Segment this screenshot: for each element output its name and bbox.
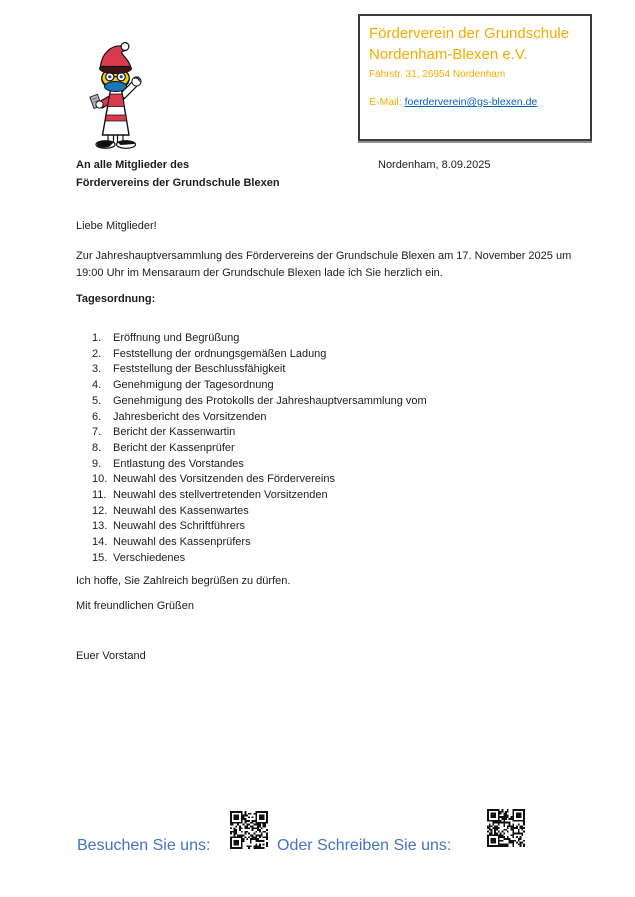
recipient-line1: An alle Mitglieder des — [76, 159, 190, 171]
agenda-item — [92, 362, 427, 378]
agenda-item — [92, 457, 427, 473]
agenda-item — [92, 472, 427, 488]
agenda-item-text: Neuwahl des Vorsitzenden des Fördervereins — [113, 473, 335, 486]
agenda-item-number: 5. — [92, 394, 102, 407]
intro-paragraph — [76, 248, 571, 282]
qr-code-visit-icon — [230, 810, 268, 850]
agenda-item — [92, 425, 427, 441]
agenda-item-text: Neuwahl des Kassenwartes — [113, 504, 249, 517]
agenda-item-number: 12. — [92, 504, 108, 517]
sender-header-box — [358, 14, 592, 141]
org-email-line — [369, 96, 581, 109]
agenda-item-text: Feststellung der ordnungsgemäßen Ladung — [113, 347, 327, 360]
footer-write-label: Oder Schreiben Sie uns: — [277, 837, 452, 854]
agenda-heading: Tagesordnung: — [76, 293, 156, 305]
agenda-item-text: Neuwahl des stellvertretenden Vorsitzenden — [113, 489, 328, 502]
agenda-item — [92, 378, 427, 394]
salutation: Liebe Mitglieder! — [76, 220, 157, 232]
agenda-list — [92, 331, 427, 567]
signature: Euer Vorstand — [76, 650, 146, 662]
agenda-item — [92, 551, 427, 567]
intro-line2: 19:00 Uhr im Mensaraum der Grundschule Blexen lade ich Sie herzlich ein. — [76, 267, 443, 279]
date-line: Nordenham, 8.09.2025 — [378, 159, 491, 171]
agenda-item — [92, 331, 427, 347]
agenda-item-text: Feststellung der Beschlussfähigkeit — [113, 363, 286, 376]
org-address: Fährstr. 31, 26954 Nordenham — [369, 69, 506, 80]
agenda-item — [92, 441, 427, 457]
agenda-item-text: Bericht der Kassenprüfer — [113, 441, 235, 454]
agenda-item-number: 7. — [92, 426, 102, 439]
agenda-item-text: Jahresbericht des Vorsitzenden — [113, 410, 267, 423]
agenda-item-number: 14. — [92, 536, 108, 549]
agenda-item-number: 10. — [92, 473, 108, 486]
agenda-item — [92, 504, 427, 520]
agenda-item-number: 15. — [92, 551, 108, 564]
agenda-item-number: 4. — [92, 379, 102, 392]
agenda-item-text: Neuwahl des Kassenprüfers — [113, 536, 251, 549]
org-name-line1: Förderverein der Grundschule — [369, 25, 570, 42]
agenda-item — [92, 488, 427, 504]
agenda-item — [92, 347, 427, 363]
mascot-logo-image — [84, 40, 148, 152]
recipient-block — [76, 157, 280, 192]
intro-line1: Zur Jahreshauptversammlung des Fördervereins der Grundschule Blexen am 17. November 2025 um — [76, 250, 572, 262]
email-label: E-Mail: — [369, 96, 405, 108]
qr-code-write-icon — [487, 808, 525, 848]
agenda-item — [92, 535, 427, 551]
agenda-item-text: Bericht der Kassenwartin — [113, 426, 236, 439]
agenda-item-number: 13. — [92, 520, 108, 533]
agenda-item — [92, 394, 427, 410]
agenda-item-text: Neuwahl des Schriftführers — [113, 520, 246, 533]
agenda-item-number: 1. — [92, 332, 102, 344]
agenda-item-number: 8. — [92, 441, 102, 454]
agenda-item-number: 3. — [92, 363, 102, 376]
agenda-item-text: Genehmigung des Protokolls der Jahreshauptversammlung vom — [113, 394, 427, 407]
agenda-item — [92, 410, 427, 426]
agenda-item-text: Verschiedenes — [113, 551, 186, 564]
org-name-line2: Nordenham-Blexen e.V. — [369, 46, 528, 63]
agenda-item — [92, 519, 427, 535]
agenda-item-text: Eröffnung und Begrüßung — [113, 332, 240, 344]
closing-hope: Ich hoffe, Sie Zahlreich begrüßen zu dürfen. — [76, 575, 291, 587]
closing-regards: Mit freundlichen Grüßen — [76, 600, 194, 612]
agenda-item-number: 11. — [92, 489, 107, 502]
agenda-item-number: 2. — [92, 347, 102, 360]
footer-visit-label: Besuchen Sie uns: — [77, 837, 211, 854]
email-link[interactable]: foerderverein@gs-blexen.de — [404, 96, 538, 108]
agenda-item-text: Entlastung des Vorstandes — [113, 457, 244, 470]
recipient-line2: Fördervereins der Grundschule Blexen — [76, 176, 280, 189]
agenda-item-text: Genehmigung der Tagesordnung — [113, 379, 274, 392]
agenda-item-number: 6. — [92, 410, 102, 423]
agenda-item-number: 9. — [92, 457, 102, 470]
